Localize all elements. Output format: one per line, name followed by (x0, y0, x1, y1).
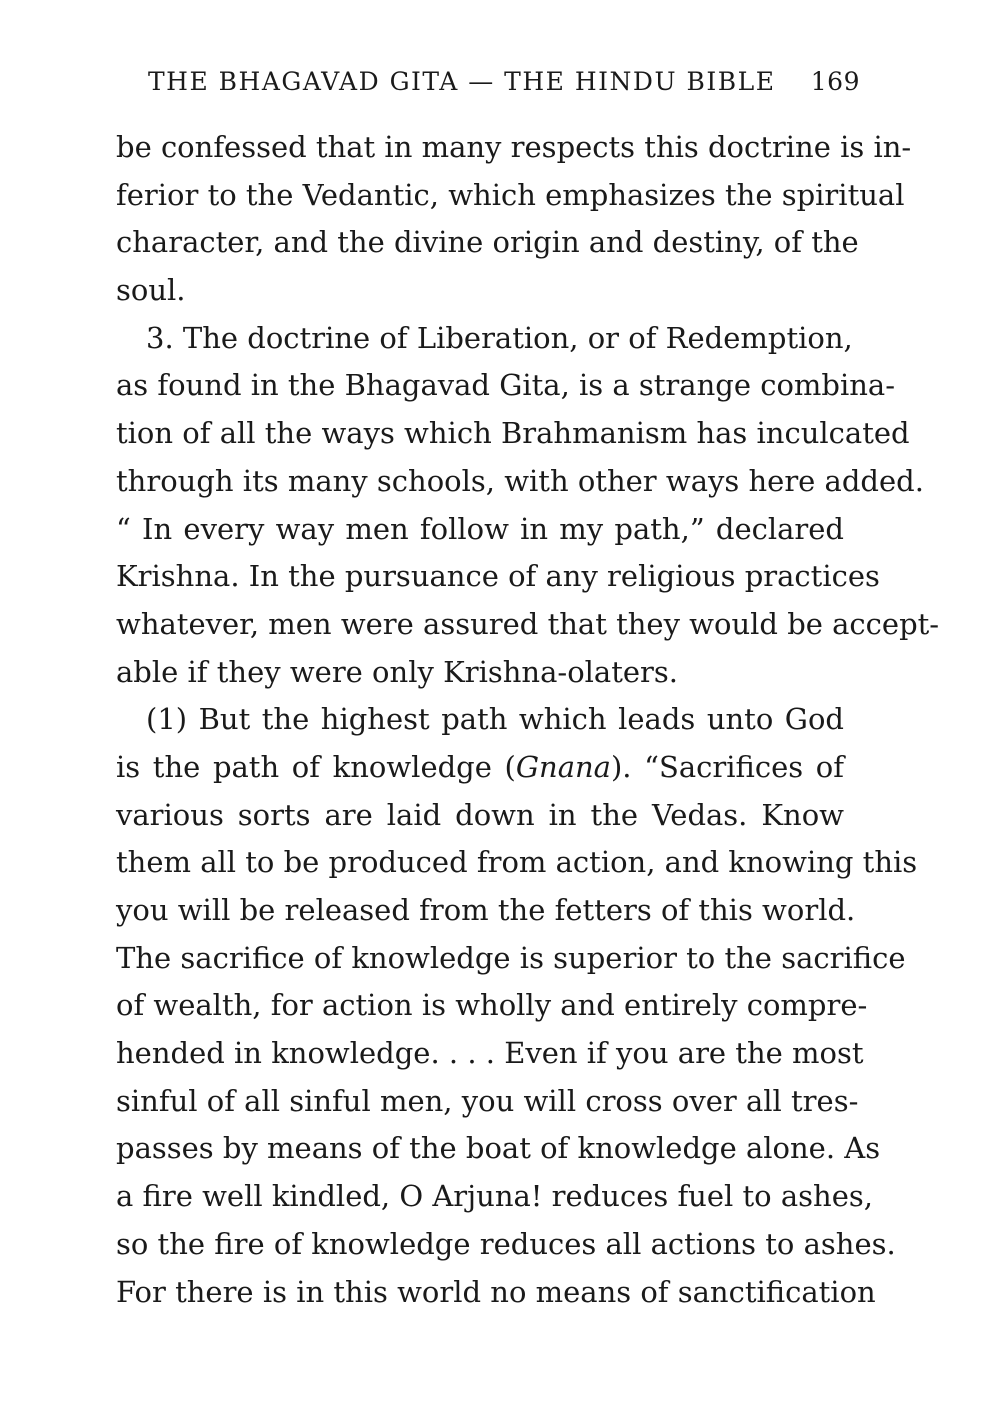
text-line: For there is in this world no means of sanctification (116, 1274, 876, 1309)
text-line: 3. The doctrine of Liberation, or of Redemption, (146, 320, 853, 355)
paragraph-liberation (116, 315, 940, 697)
running-head (148, 64, 860, 100)
text-line: various sorts are laid down in the Vedas. Know (116, 797, 844, 832)
page-number: 169 (810, 67, 860, 96)
text-line: be confessed that in many respects this doctrine is in- (116, 130, 912, 164)
text-segment: ). “Sacrifices of (610, 749, 844, 784)
text-line: The sacrifice of knowledge is superior to the sacrifice (116, 940, 906, 975)
text-line: hended in knowledge. . . . Even if you are the most (116, 1036, 864, 1071)
text-line: a fire well kindled, O Arjuna! reduces fuel to ashes, (116, 1179, 873, 1214)
text-line: passes by means of the boat of knowledge alone. As (116, 1131, 881, 1166)
text-line: sinful of all sinful men, you will cross over all tres- (116, 1083, 859, 1118)
paragraph-knowledge (116, 696, 918, 1316)
text-line: of wealth, for action is wholly and entirely compre- (116, 988, 868, 1023)
body-text (116, 124, 940, 1316)
text-line: able if they were only Krishna-olaters. (116, 654, 679, 689)
text-line: ferior to the Vedantic, which emphasizes the spiritual (116, 177, 905, 212)
text-line: (1) But the highest path which leads unto God (146, 702, 844, 737)
text-segment: is the path of knowledge ( (116, 749, 516, 784)
text-line: Krishna. In the pursuance of any religious practices (116, 559, 880, 594)
paragraph-continuation (116, 124, 912, 315)
text-line: as found in the Bhagavad Gita, is a strange combina- (116, 368, 896, 403)
running-title: THE BHAGAVAD GITA — THE HINDU BIBLE (148, 67, 776, 96)
italic-term: Gnana (515, 749, 611, 784)
text-line: soul. (116, 273, 186, 308)
text-line: you will be released from the fetters of this world. (116, 893, 856, 927)
text-line: “ In every way men follow in my path,” declared (116, 511, 844, 546)
text-line: tion of all the ways which Brahmanism has inculcated (116, 416, 910, 451)
text-line: so the fire of knowledge reduces all actions to ashes. (116, 1226, 896, 1261)
text-line-with-italic (116, 744, 844, 792)
text-line: character, and the divine origin and destiny, of the (116, 225, 859, 260)
text-line: whatever, men were assured that they would be accept- (116, 606, 940, 641)
text-line: through its many schools, with other ways here added. (116, 463, 924, 498)
text-line: them all to be produced from action, and knowing this (116, 845, 918, 880)
